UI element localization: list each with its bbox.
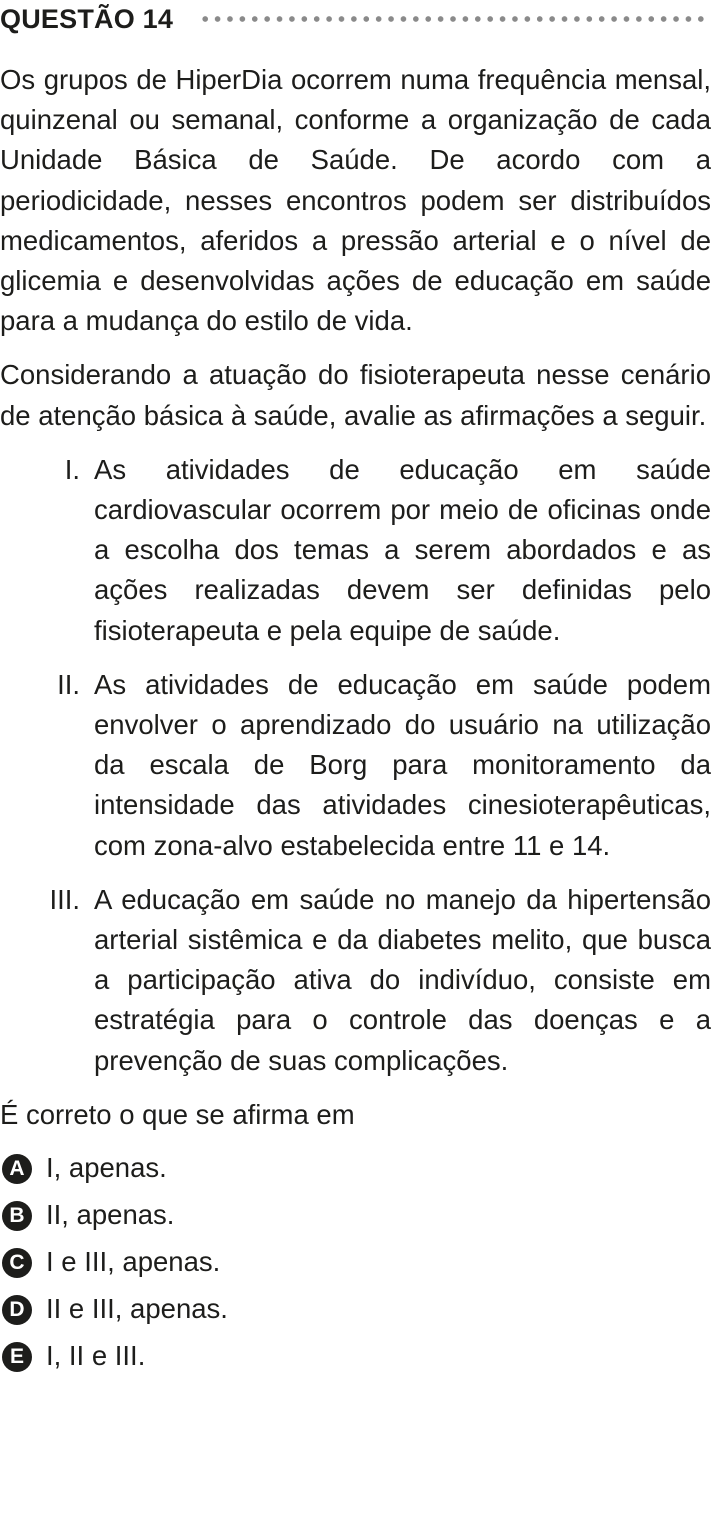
statement-text: As atividades de educação em saúde cardiovascular ocorrem por meio de oficinas onde a escolha dos temas a serem abordados e as ações realizadas devem ser definidas pelo fisioterapeuta e pela equipe de saúde. <box>94 453 711 646</box>
statement-list <box>0 450 711 1081</box>
option-b[interactable] <box>0 1192 711 1239</box>
statement-numeral: I. <box>64 453 80 485</box>
option-a[interactable] <box>0 1145 711 1192</box>
dotted-divider <box>199 15 707 23</box>
statement-text: A educação em saúde no manejo da hipertensão arterial sistêmica e da diabetes melito, que busca a participação ativa do indivíduo, consiste em estratégia para o controle das doenças e a prevenção de suas complicações. <box>94 883 711 1076</box>
option-text: II, apenas. <box>46 1199 175 1231</box>
statement-item-3 <box>0 880 711 1081</box>
statement-item-2 <box>0 665 711 866</box>
statement-text: As atividades de educação em saúde podem envolver o aprendizado do usuário na utilização da escala de Borg para monitoramento da intensidade das atividades cinesioterapêuticas, com zona-alvo estabelecida entre 11 e 14. <box>94 668 711 861</box>
option-text: I, apenas. <box>46 1152 167 1184</box>
context-paragraph: Os grupos de HiperDia ocorrem numa frequência mensal, quinzenal ou semanal, conforme a organização de cada Unidade Básica de Saúde. De acordo com a periodicidade, nesses encontros podem ser distribuídos medicamentos, aferidos a pressão arterial e o nível de glicemia e desenvolvidas ações de educação em saúde para a mudança do estilo de vida. <box>0 64 711 337</box>
statement-item-1 <box>0 450 711 651</box>
statement-numeral: II. <box>57 668 80 700</box>
option-letter-badge: A <box>2 1154 32 1184</box>
option-letter-badge: D <box>2 1295 32 1325</box>
statement-numeral: III. <box>49 883 80 915</box>
option-letter-badge: C <box>2 1248 32 1278</box>
question-header <box>0 2 711 36</box>
option-e[interactable] <box>0 1333 711 1380</box>
option-letter-badge: B <box>2 1201 32 1231</box>
option-d[interactable] <box>0 1286 711 1333</box>
answer-prompt: É correto o que se afirma em <box>0 1098 355 1130</box>
question-title: QUESTÃO 14 <box>0 3 174 34</box>
option-c[interactable] <box>0 1239 711 1286</box>
option-letter-badge: E <box>2 1342 32 1372</box>
option-text: II e III, apenas. <box>46 1293 228 1325</box>
option-text: I e III, apenas. <box>46 1246 221 1278</box>
instruction-paragraph: Considerando a atuação do fisioterapeuta nesse cenário de atenção básica à saúde, avalie as afirmações a seguir. <box>0 359 711 431</box>
question-body <box>0 60 711 1380</box>
answer-options <box>0 1145 711 1380</box>
option-text: I, II e III. <box>46 1340 146 1372</box>
